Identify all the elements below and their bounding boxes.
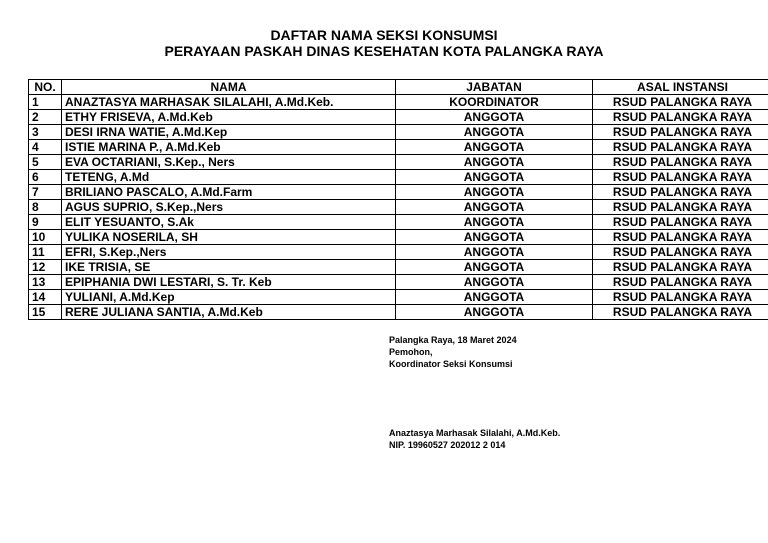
cell-jabatan: ANGGOTA xyxy=(396,215,593,230)
cell-jabatan: ANGGOTA xyxy=(396,230,593,245)
signature-space xyxy=(389,370,560,427)
cell-asal-instansi: RSUD PALANGKA RAYA xyxy=(593,125,768,140)
cell-no: 7 xyxy=(29,185,62,200)
cell-no: 9 xyxy=(29,215,62,230)
cell-asal-instansi: RSUD PALANGKA RAYA xyxy=(593,230,768,245)
signer-name: Anaztasya Marhasak Silalahi, A.Md.Keb. xyxy=(389,428,561,438)
table-row xyxy=(29,215,768,230)
cell-nama: AGUS SUPRIO, S.Kep.,Ners xyxy=(62,200,396,215)
applicant-label: Pemohon, xyxy=(389,347,433,357)
document-title xyxy=(0,27,768,59)
cell-jabatan: ANGGOTA xyxy=(396,140,593,155)
cell-nama: YULIKA NOSERILA, SH xyxy=(62,230,396,245)
cell-nama: EFRI, S.Kep.,Ners xyxy=(62,245,396,260)
cell-no: 2 xyxy=(29,110,62,125)
signature-block xyxy=(389,334,560,451)
cell-jabatan: ANGGOTA xyxy=(396,305,593,320)
cell-nama: ISTIE MARINA P., A.Md.Keb xyxy=(62,140,396,155)
cell-jabatan: ANGGOTA xyxy=(396,155,593,170)
cell-no: 14 xyxy=(29,290,62,305)
cell-no: 12 xyxy=(29,260,62,275)
table-row xyxy=(29,125,768,140)
cell-no: 1 xyxy=(29,95,62,110)
cell-asal-instansi: RSUD PALANGKA RAYA xyxy=(593,95,768,110)
cell-no: 13 xyxy=(29,275,62,290)
cell-asal-instansi: RSUD PALANGKA RAYA xyxy=(593,215,768,230)
table-row xyxy=(29,110,768,125)
member-table xyxy=(28,79,768,320)
cell-jabatan: ANGGOTA xyxy=(396,125,593,140)
cell-nama: YULIANI, A.Md.Kep xyxy=(62,290,396,305)
cell-nama: RERE JULIANA SANTIA, A.Md.Keb xyxy=(62,305,396,320)
cell-jabatan: ANGGOTA xyxy=(396,200,593,215)
column-header-nama: NAMA xyxy=(62,80,396,95)
cell-nama: IKE TRISIA, SE xyxy=(62,260,396,275)
table-row xyxy=(29,275,768,290)
cell-jabatan: ANGGOTA xyxy=(396,185,593,200)
cell-no: 10 xyxy=(29,230,62,245)
table-row xyxy=(29,200,768,215)
cell-nama: ANAZTASYA MARHASAK SILALAHI, A.Md.Keb. xyxy=(62,95,396,110)
cell-asal-instansi: RSUD PALANGKA RAYA xyxy=(593,170,768,185)
cell-asal-instansi: RSUD PALANGKA RAYA xyxy=(593,200,768,215)
table-row xyxy=(29,95,768,110)
cell-no: 5 xyxy=(29,155,62,170)
table-row xyxy=(29,170,768,185)
title-line-2: PERAYAAN PASKAH DINAS KESEHATAN KOTA PALANGKA RAYA xyxy=(164,43,604,59)
cell-no: 4 xyxy=(29,140,62,155)
cell-asal-instansi: RSUD PALANGKA RAYA xyxy=(593,260,768,275)
cell-no: 15 xyxy=(29,305,62,320)
table-body xyxy=(29,95,768,320)
cell-no: 8 xyxy=(29,200,62,215)
table-row xyxy=(29,290,768,305)
table-row xyxy=(29,155,768,170)
cell-jabatan: ANGGOTA xyxy=(396,110,593,125)
cell-nama: TETENG, A.Md xyxy=(62,170,396,185)
cell-nama: EPIPHANIA DWI LESTARI, S. Tr. Keb xyxy=(62,275,396,290)
cell-nama: DESI IRNA WATIE, A.Md.Kep xyxy=(62,125,396,140)
table-row xyxy=(29,260,768,275)
cell-jabatan: ANGGOTA xyxy=(396,290,593,305)
cell-asal-instansi: RSUD PALANGKA RAYA xyxy=(593,275,768,290)
cell-jabatan: ANGGOTA xyxy=(396,245,593,260)
table-row xyxy=(29,305,768,320)
cell-nama: ETHY FRISEVA, A.Md.Keb xyxy=(62,110,396,125)
signer-nip: NIP. 19960527 202012 2 014 xyxy=(389,440,506,450)
cell-asal-instansi: RSUD PALANGKA RAYA xyxy=(593,245,768,260)
cell-no: 3 xyxy=(29,125,62,140)
cell-asal-instansi: RSUD PALANGKA RAYA xyxy=(593,185,768,200)
column-header-asal-instansi: ASAL INSTANSI xyxy=(593,80,768,95)
signer-role: Koordinator Seksi Konsumsi xyxy=(389,359,513,369)
cell-jabatan: ANGGOTA xyxy=(396,275,593,290)
cell-asal-instansi: RSUD PALANGKA RAYA xyxy=(593,110,768,125)
cell-asal-instansi: RSUD PALANGKA RAYA xyxy=(593,140,768,155)
cell-no: 11 xyxy=(29,245,62,260)
table-row xyxy=(29,140,768,155)
table-row xyxy=(29,185,768,200)
table-row xyxy=(29,230,768,245)
cell-nama: EVA OCTARIANI, S.Kep., Ners xyxy=(62,155,396,170)
cell-jabatan: ANGGOTA xyxy=(396,170,593,185)
place-date: Palangka Raya, 18 Maret 2024 xyxy=(389,335,517,345)
cell-asal-instansi: RSUD PALANGKA RAYA xyxy=(593,290,768,305)
cell-asal-instansi: RSUD PALANGKA RAYA xyxy=(593,155,768,170)
table-header-row xyxy=(29,80,768,95)
cell-jabatan: KOORDINATOR xyxy=(396,95,593,110)
table-row xyxy=(29,245,768,260)
cell-asal-instansi: RSUD PALANGKA RAYA xyxy=(593,305,768,320)
title-line-1: DAFTAR NAMA SEKSI KONSUMSI xyxy=(270,27,498,43)
cell-no: 6 xyxy=(29,170,62,185)
cell-nama: ELIT YESUANTO, S.Ak xyxy=(62,215,396,230)
cell-nama: BRILIANO PASCALO, A.Md.Farm xyxy=(62,185,396,200)
column-header-no: NO. xyxy=(29,80,62,95)
cell-jabatan: ANGGOTA xyxy=(396,260,593,275)
column-header-jabatan: JABATAN xyxy=(396,80,593,95)
